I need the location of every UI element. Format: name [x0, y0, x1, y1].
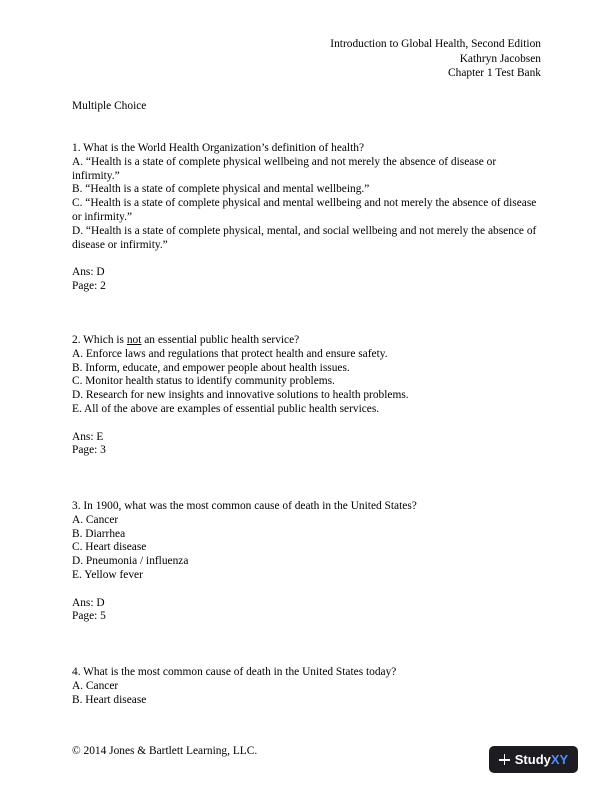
options-list: [72, 514, 542, 583]
section-title: Multiple Choice: [72, 100, 147, 112]
option-a: A. Cancer: [72, 679, 119, 692]
brand-name: [515, 752, 568, 767]
answer-block: [72, 431, 542, 459]
studyxy-badge[interactable]: [489, 746, 578, 773]
option-c: C. Monitor health status to identify community problems.: [72, 375, 335, 388]
question-1: [72, 142, 542, 294]
answer-key: Ans: D: [72, 596, 105, 609]
options-list: [72, 680, 542, 708]
option-d: D. Research for new insights and innovative solutions to health problems.: [72, 389, 409, 402]
chapter-label: Chapter 1 Test Bank: [448, 67, 541, 79]
stem-before: 2. Which is: [72, 334, 127, 346]
answer-block: [72, 266, 542, 294]
question-3: [72, 500, 542, 624]
option-b: B. Inform, educate, and empower people about health issues.: [72, 361, 350, 374]
stem-emphasis: not: [126, 334, 142, 346]
page-reference: Page: 3: [72, 444, 106, 457]
option-a: A. Enforce laws and regulations that protect health and ensure safety.: [72, 347, 388, 360]
book-title: Introduction to Global Health, Second Edition: [330, 38, 541, 50]
option-a: A. Cancer: [72, 513, 119, 526]
document-header: [330, 37, 541, 81]
brand-prefix: Study: [514, 752, 551, 767]
plus-icon: [499, 754, 510, 765]
options-list: [72, 156, 542, 253]
question-stem: 4. What is the most common cause of death in the United States today?: [72, 666, 397, 678]
question-stem: 1. What is the World Health Organization’s definition of health?: [72, 142, 365, 154]
question-2: [72, 334, 542, 458]
answer-key: Ans: E: [72, 430, 104, 443]
option-e: E. Yellow fever: [72, 568, 143, 581]
option-e: E. All of the above are examples of essential public health services.: [72, 402, 380, 415]
options-list: [72, 348, 542, 417]
answer-block: [72, 597, 542, 625]
question-stem: [72, 334, 542, 348]
question-stem: 3. In 1900, what was the most common cause of death in the United States?: [72, 500, 417, 512]
author-name: Kathryn Jacobsen: [459, 52, 541, 65]
copyright-footer: © 2014 Jones & Bartlett Learning, LLC.: [72, 745, 258, 757]
option-b: B. “Health is a state of complete physical and mental wellbeing.”: [72, 183, 370, 196]
stem-after: an essential public health service?: [141, 334, 300, 346]
option-c: C. Heart disease: [72, 541, 147, 554]
option-b: B. Heart disease: [72, 693, 147, 706]
option-b: B. Diarrhea: [72, 527, 126, 540]
option-c: C. “Health is a state of complete physical and mental wellbeing and not merely the absence of disease or infirmity.”: [72, 197, 537, 223]
page-reference: Page: 2: [72, 279, 106, 292]
option-d: D. “Health is a state of complete physical, mental, and social wellbeing and not merely the absence of disease or infirmity.”: [72, 224, 537, 251]
option-a: A. “Health is a state of complete physical wellbeing and not merely the absence of disease or infirmity.”: [72, 155, 497, 182]
question-4: [72, 666, 542, 707]
page-reference: Page: 5: [72, 610, 106, 623]
brand-suffix: XY: [550, 752, 569, 767]
answer-key: Ans: D: [72, 266, 105, 279]
option-d: D. Pneumonia / influenza: [72, 555, 189, 568]
